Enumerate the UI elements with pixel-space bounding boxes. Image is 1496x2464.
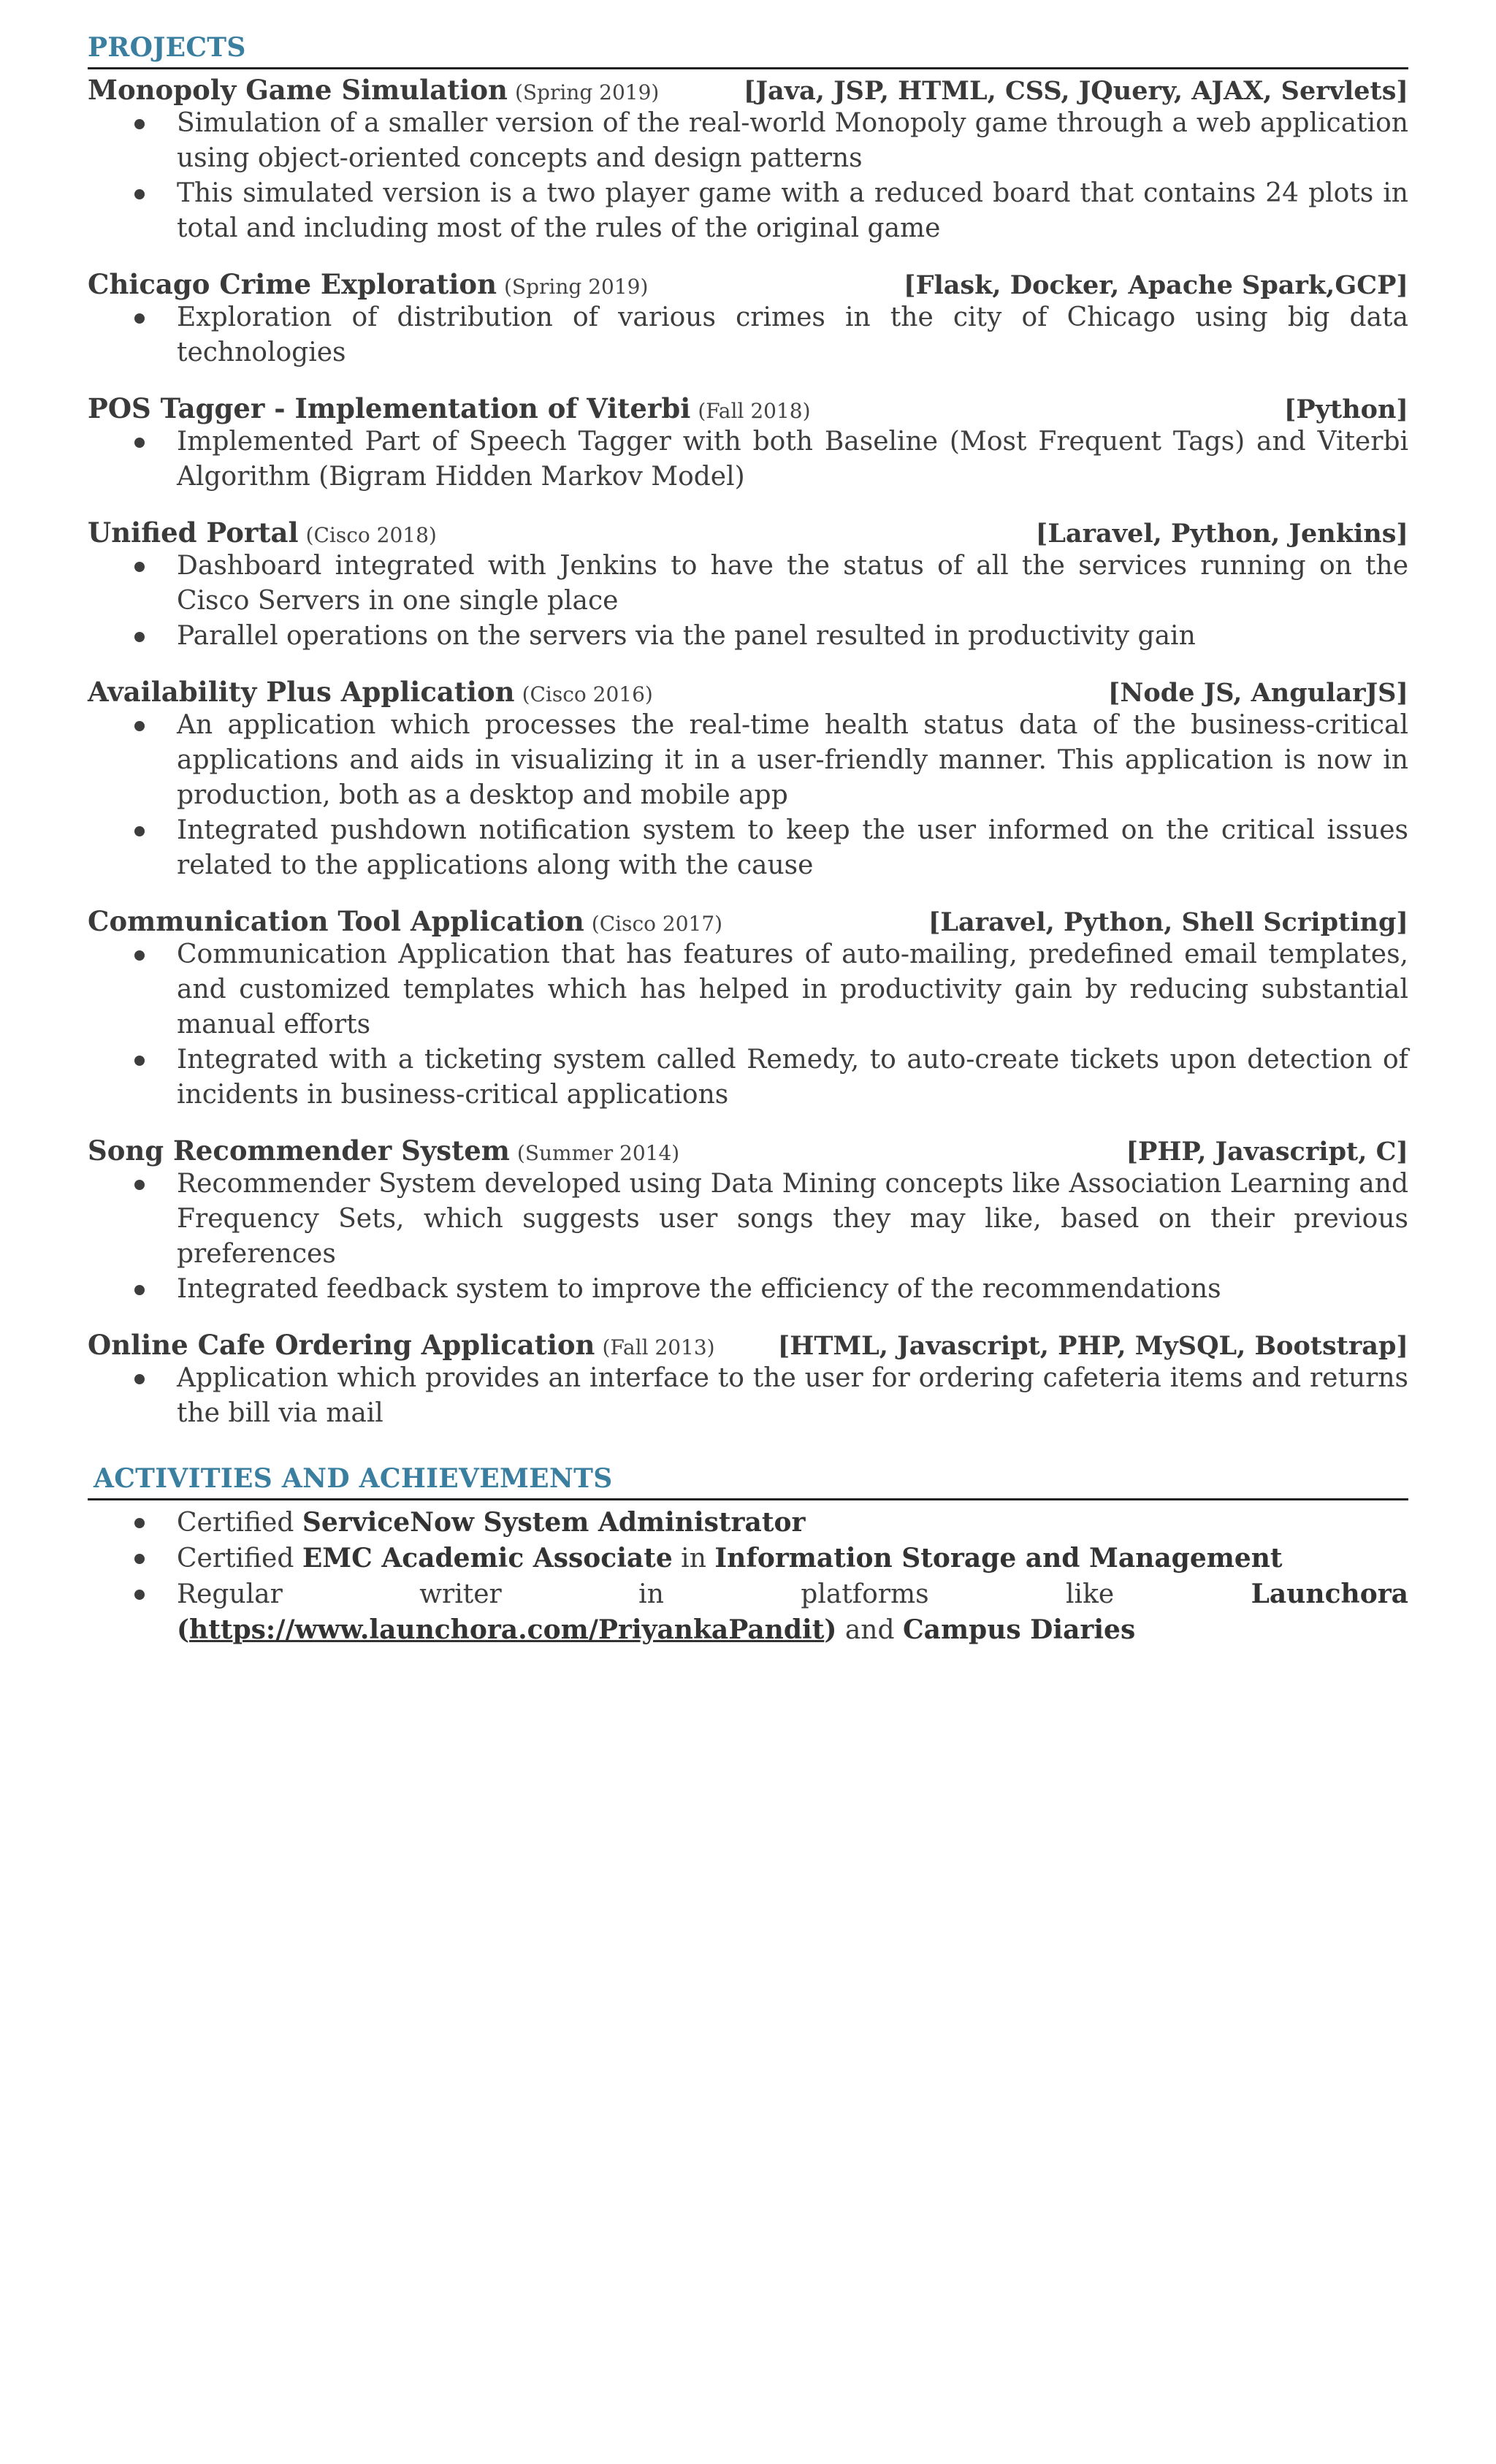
platform-name: Launchora [1251, 1579, 1408, 1609]
project-header [88, 74, 1408, 106]
project-bullets [88, 549, 1408, 654]
section-divider [88, 1498, 1408, 1500]
activity-text: in [672, 1544, 715, 1574]
activity-prefix: Certified [177, 1544, 302, 1574]
project-title: Unified Portal [88, 516, 299, 549]
project-title: Chicago Crime Exploration [88, 268, 497, 300]
project-date: (Cisco 2017) [591, 912, 723, 936]
bullet-item: Application which provides an interface to the user for ordering cafeteria items and returns the bill via mail [177, 1361, 1408, 1431]
activity-prefix: Certified [177, 1508, 302, 1538]
bullet-item: Communication Application that has features of auto-mailing, predefined email templates, and customized templates which has helped in productivity gain by reducing substantial manual efforts [177, 937, 1408, 1042]
project-header [88, 516, 1408, 549]
certification-name: ServiceNow System Administrator [302, 1507, 806, 1538]
project-date: (Spring 2019) [514, 80, 660, 104]
bullet-item: Dashboard integrated with Jenkins to have the status of all the services running on the Cisco Servers in one single place [177, 549, 1408, 619]
activities-list [88, 1505, 1408, 1648]
project-entry [88, 1134, 1408, 1307]
certification-name: EMC Academic Associate [302, 1543, 673, 1574]
project-date: (Cisco 2016) [522, 682, 653, 706]
project-entry [88, 268, 1408, 370]
project-date: (Fall 2018) [698, 399, 811, 423]
bullet-item: Implemented Part of Speech Tagger with both Baseline (Most Frequent Tags) and Viterbi Algorithm (Bigram Hidden Markov Model) [177, 424, 1408, 495]
project-title-group [88, 74, 659, 106]
project-date: (Summer 2014) [516, 1141, 680, 1165]
project-tech-stack: [Laravel, Python, Shell Scripting] [928, 907, 1408, 937]
project-entry [88, 74, 1408, 246]
platform-name: Campus Diaries [902, 1614, 1136, 1645]
activities-section [88, 1460, 1408, 1648]
activities-heading: ACTIVITIES AND ACHIEVEMENTS [94, 1463, 613, 1494]
activity-item [177, 1541, 1408, 1576]
project-title-group [88, 516, 437, 549]
project-title-group [88, 1329, 715, 1361]
bullet-item: Simulation of a smaller version of the real-world Monopoly game through a web application using object-oriented concepts and design patterns [177, 106, 1408, 176]
project-header [88, 905, 1408, 937]
project-bullets [88, 708, 1408, 883]
project-header [88, 1329, 1408, 1361]
project-title: Online Cafe Ordering Application [88, 1329, 595, 1361]
project-title: Availability Plus Application [88, 676, 515, 708]
bullet-item: Integrated pushdown notification system to keep the user informed on the critical issues related to the applications along with the cause [177, 813, 1408, 883]
project-entry [88, 516, 1408, 654]
project-header [88, 676, 1408, 708]
project-title: Song Recommender System [88, 1134, 510, 1167]
project-title-group [88, 905, 722, 937]
project-title-group [88, 392, 811, 424]
project-tech-stack: [Laravel, Python, Jenkins] [1035, 519, 1408, 549]
project-header [88, 268, 1408, 300]
project-entry [88, 905, 1408, 1113]
projects-heading: PROJECTS [88, 32, 246, 63]
activity-text: and [836, 1615, 903, 1645]
project-tech-stack: [HTML, Javascript, PHP, MySQL, Bootstrap] [777, 1331, 1408, 1361]
activity-prefix: Regular writer in platforms like [177, 1579, 1251, 1609]
bullet-item: This simulated version is a two player game with a reduced board that contains 24 plots in total and including most of the rules of the original game [177, 176, 1408, 246]
project-entry [88, 392, 1408, 495]
link-paren-close: ) [824, 1614, 837, 1645]
project-bullets [88, 106, 1408, 246]
project-tech-stack: [Flask, Docker, Apache Spark,GCP] [904, 270, 1408, 300]
project-tech-stack: [Java, JSP, HTML, CSS, JQuery, AJAX, Servlets] [743, 76, 1408, 106]
bullet-item: Integrated with a ticketing system called Remedy, to auto-create tickets upon detection of incidents in business-critical applications [177, 1042, 1408, 1113]
project-title-group [88, 268, 648, 300]
activity-item [177, 1576, 1408, 1648]
project-bullets [88, 937, 1408, 1113]
projects-list [88, 74, 1408, 1431]
project-bullets [88, 424, 1408, 495]
project-title-group [88, 676, 653, 708]
project-title: POS Tagger - Implementation of Viterbi [88, 392, 691, 424]
activity-item [177, 1505, 1408, 1541]
project-title: Monopoly Game Simulation [88, 74, 508, 106]
project-date: (Spring 2019) [503, 275, 649, 299]
project-bullets [88, 1167, 1408, 1307]
section-divider [88, 67, 1408, 69]
project-tech-stack: [Node JS, AngularJS] [1107, 678, 1408, 708]
project-tech-stack: [Python] [1283, 394, 1408, 424]
project-title-group [88, 1134, 679, 1167]
launchora-link[interactable]: https://www.launchora.com/PriyankaPandit [189, 1614, 825, 1645]
project-bullets [88, 300, 1408, 370]
bullet-item: An application which processes the real-time health status data of the business-critical applications and aids in visualizing it in a user-friendly manner. This application is now in production, both as a desktop and mobile app [177, 708, 1408, 813]
project-date: (Fall 2013) [602, 1335, 715, 1359]
certification-field: Information Storage and Management [714, 1543, 1283, 1574]
project-title: Communication Tool Application [88, 905, 584, 937]
project-tech-stack: [PHP, Javascript, C] [1126, 1137, 1408, 1167]
bullet-item: Recommender System developed using Data Mining concepts like Association Learning and Frequency Sets, which suggests user songs they may like, based on their previous preferences [177, 1167, 1408, 1272]
bullet-item: Integrated feedback system to improve the efficiency of the recommendations [177, 1272, 1408, 1307]
link-paren-open: ( [177, 1614, 190, 1645]
project-entry [88, 1329, 1408, 1431]
project-bullets [88, 1361, 1408, 1431]
bullet-item: Parallel operations on the servers via the panel resulted in productivity gain [177, 619, 1408, 654]
bullet-item: Exploration of distribution of various crimes in the city of Chicago using big data technologies [177, 300, 1408, 370]
project-date: (Cisco 2018) [305, 523, 437, 547]
project-entry [88, 676, 1408, 883]
project-header [88, 1134, 1408, 1167]
project-header [88, 392, 1408, 424]
